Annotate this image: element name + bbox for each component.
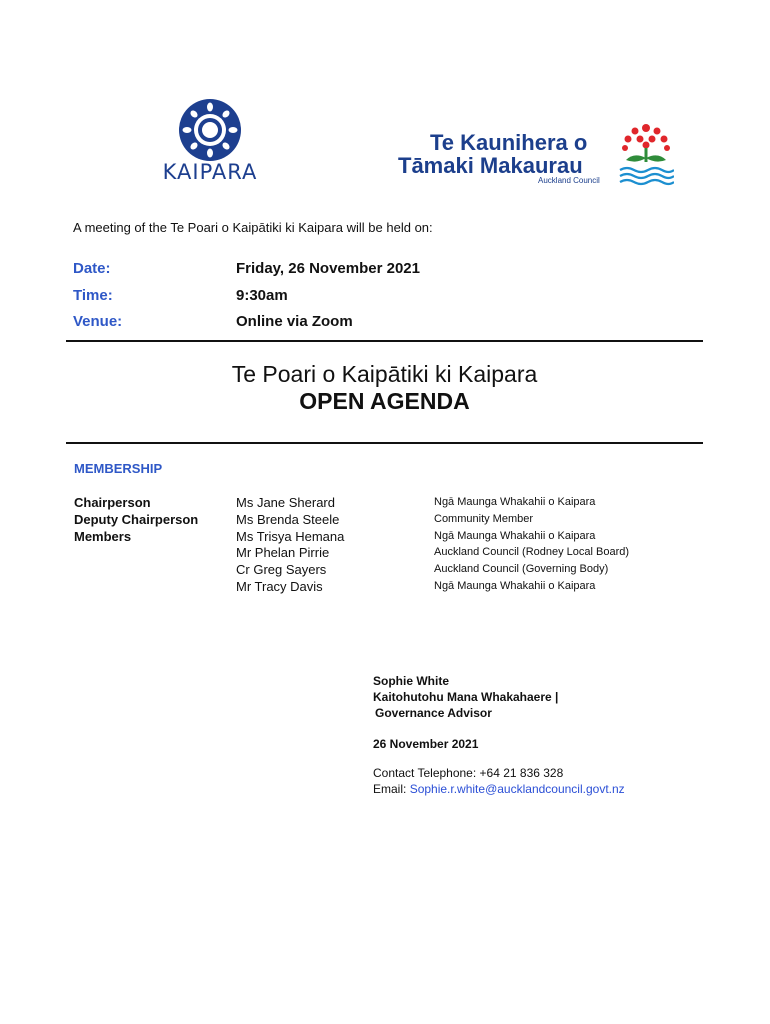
intro-text: A meeting of the Te Poari o Kaipātiki ki Kaipara will be held on: xyxy=(73,220,433,235)
contact-email-row xyxy=(373,781,625,797)
role-deputy-chairperson: Deputy Chairperson xyxy=(74,512,199,527)
advisor-name: Sophie White xyxy=(373,674,449,688)
member-affiliation: Ngā Maunga Whakahii o Kaipara xyxy=(434,496,596,508)
divider-top xyxy=(66,340,703,342)
member-affiliation: Community Member xyxy=(434,513,534,525)
venue-value: Online via Zoom xyxy=(236,313,353,330)
membership-heading: MEMBERSHIP xyxy=(74,461,163,476)
email-label: Email: xyxy=(373,782,407,796)
member-name: Ms Trisya Hemana xyxy=(236,529,345,544)
member-name: Mr Tracy Davis xyxy=(236,579,323,594)
member-affiliation: Auckland Council (Governing Body) xyxy=(434,563,609,575)
council-logo-line2: Tāmaki Makaurau xyxy=(398,153,583,178)
advisor-role-line1: Kaitohutohu Mana Whakahaere | xyxy=(373,690,559,704)
member-affiliation: Auckland Council (Rodney Local Board) xyxy=(434,546,630,558)
member-affiliation: Ngā Maunga Whakahii o Kaipara xyxy=(434,530,596,542)
member-affiliation: Ngā Maunga Whakahii o Kaipara xyxy=(434,580,596,592)
contact-phone: Contact Telephone: +64 21 836 328 xyxy=(373,766,564,780)
time-value: 9:30am xyxy=(236,287,288,304)
role-chairperson: Chairperson xyxy=(74,495,151,510)
venue-label: Venue: xyxy=(73,313,123,330)
member-name: Mr Phelan Pirrie xyxy=(236,545,330,560)
email-link[interactable]: Sophie.r.white@aucklandcouncil.govt.nz xyxy=(409,782,625,796)
council-logo-subtitle: Auckland Council xyxy=(538,176,600,185)
pohutukawa-icon xyxy=(616,118,674,186)
advisor-role-line2: Governance Advisor xyxy=(375,706,492,720)
date-label: Date: xyxy=(73,260,111,277)
member-name: Ms Jane Sherard xyxy=(236,495,335,510)
divider-bottom xyxy=(66,442,703,444)
signature-date: 26 November 2021 xyxy=(373,737,479,751)
member-name: Ms Brenda Steele xyxy=(236,512,340,527)
document-title: Te Poari o Kaipātiki ki Kaipara xyxy=(231,361,538,387)
member-name: Cr Greg Sayers xyxy=(236,562,327,577)
date-value: Friday, 26 November 2021 xyxy=(236,260,420,277)
kaipara-wordmark: KAIPARA xyxy=(162,160,258,184)
council-logo-line1: Te Kaunihera o xyxy=(430,130,588,155)
time-label: Time: xyxy=(73,287,113,304)
role-members: Members xyxy=(74,529,132,544)
document-subtitle: OPEN AGENDA xyxy=(299,388,470,414)
